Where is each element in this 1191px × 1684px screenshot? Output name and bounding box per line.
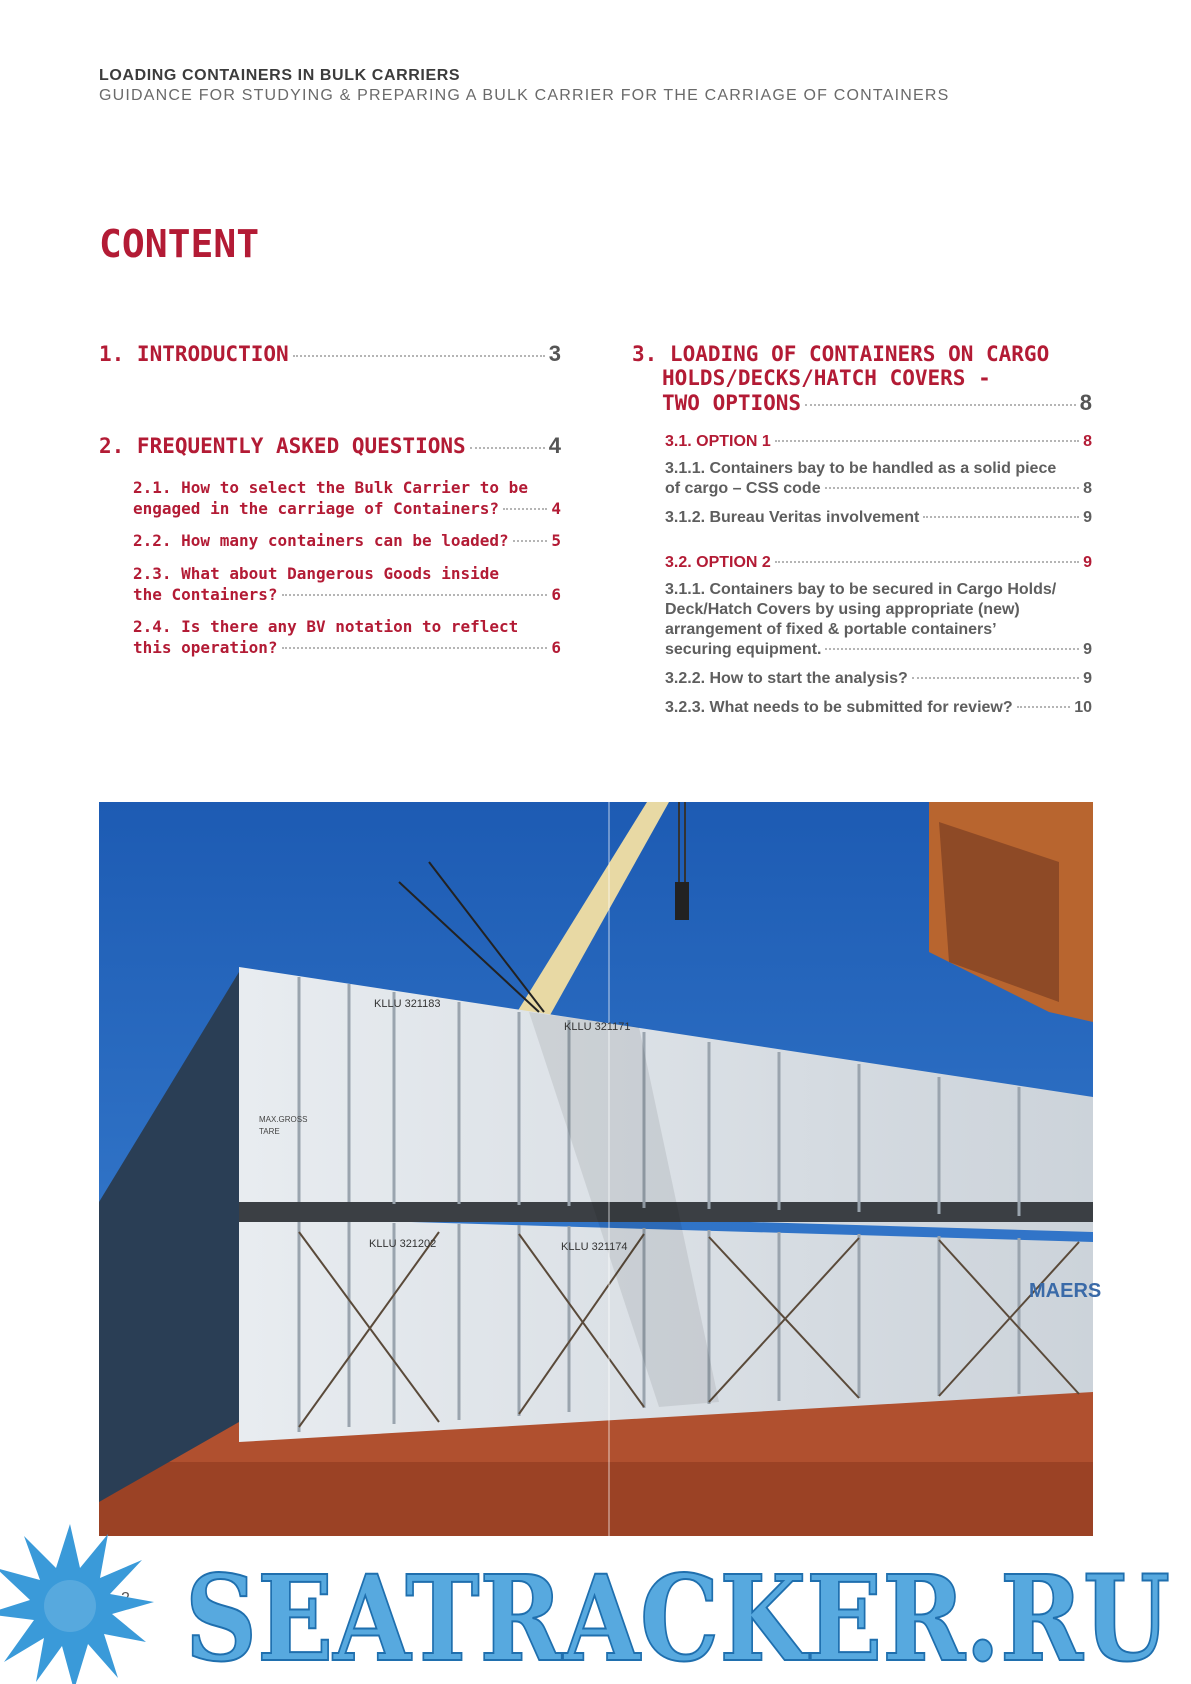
toc-page: 9 [1083, 509, 1092, 526]
toc-entry-q2[interactable] [133, 530, 561, 551]
dot-leader [923, 516, 1079, 518]
toc-entry-loading[interactable] [662, 390, 1092, 416]
dot-leader [825, 487, 1080, 489]
watermark-text: SEATRACKER.RU [185, 1549, 1170, 1684]
toc-entry-option-1-css[interactable] [665, 479, 1092, 499]
container-weight-label: TARE [259, 1127, 280, 1136]
toc-page: 9 [1083, 670, 1092, 687]
toc-entry-faq[interactable] [99, 433, 561, 459]
dot-leader [282, 594, 548, 596]
toc-q4-line1[interactable]: 2.4. Is there any BV notation to reflect [133, 617, 519, 636]
toc-label: 3.2.2. How to start the analysis? [665, 670, 908, 687]
toc-entry-option-2-securing[interactable] [665, 640, 1092, 660]
container-id-label: KLLU 321202 [369, 1238, 437, 1250]
container-id-label: KLLU 321183 [374, 998, 441, 1010]
toc-label: 2.2. How many containers can be loaded? [133, 531, 509, 550]
toc-page: 5 [551, 531, 561, 550]
toc-entry-introduction[interactable] [99, 341, 561, 367]
dot-leader [503, 508, 547, 510]
toc-entry-q1[interactable] [133, 498, 561, 519]
toc-page: 8 [1083, 480, 1092, 497]
toc-entry-q4[interactable] [133, 637, 561, 658]
toc-q3-line1[interactable]: 2.3. What about Dangerous Goods inside [133, 564, 500, 583]
dot-leader [1017, 706, 1071, 708]
toc-page: 4 [548, 433, 561, 458]
toc-page: 3 [548, 341, 561, 366]
toc-s3-line2[interactable]: HOLDS/DECKS/HATCH COVERS - [662, 366, 991, 390]
toc-page: 9 [1083, 641, 1092, 658]
dot-leader [825, 648, 1079, 650]
seatracker-watermark [0, 1510, 1191, 1684]
toc-q1-line1[interactable]: 2.1. How to select the Bulk Carrier to be [133, 478, 528, 497]
toc-page: 6 [551, 585, 561, 604]
toc-label: 1. INTRODUCTION [99, 342, 289, 366]
dot-leader [912, 677, 1079, 679]
toc-o2a-line2[interactable]: Deck/Hatch Covers by using appropriate (new) [665, 601, 1020, 618]
toc-o2a-line1[interactable]: 3.1.1. Containers bay to be secured in Cargo Holds/ [665, 581, 1057, 598]
photo-illustration [99, 802, 1102, 1536]
dot-leader [513, 540, 548, 542]
container-id-label: KLLU 321174 [561, 1241, 628, 1253]
toc-label: engaged in the carriage of Containers? [133, 499, 500, 518]
dot-leader [470, 447, 545, 449]
dot-leader [775, 561, 1079, 563]
toc-label: the Containers? [133, 585, 278, 604]
toc-entry-option-2[interactable] [665, 554, 1092, 572]
toc-label: securing equipment. [665, 641, 822, 658]
toc-label: of cargo – CSS code [665, 480, 821, 497]
page-title: CONTENT [99, 222, 260, 266]
toc-page: 4 [551, 499, 561, 518]
toc-label: 3.2.3. What needs to be submitted for review? [665, 699, 1013, 716]
dot-leader [775, 440, 1079, 442]
container-weight-label: MAX.GROSS [259, 1115, 308, 1124]
toc-label: 3.1. OPTION 1 [665, 433, 771, 450]
toc-entry-option-1[interactable] [665, 433, 1092, 451]
containers-on-deck-photo [99, 802, 1102, 1536]
toc-label: 2. FREQUENTLY ASKED QUESTIONS [99, 434, 466, 458]
toc-entry-option-2-analysis[interactable] [665, 669, 1092, 689]
dot-leader [282, 647, 548, 649]
toc-page: 8 [1079, 390, 1092, 415]
toc-entry-q3[interactable] [133, 584, 561, 605]
toc-entry-option-1-bv[interactable] [665, 508, 1092, 528]
toc-page: 8 [1083, 433, 1092, 450]
document-header-subtitle: GUIDANCE FOR STUDYING & PREPARING A BULK CARRIER FOR THE CARRIAGE OF CONTAINERS [99, 87, 950, 104]
toc-page: 10 [1074, 699, 1092, 716]
toc-label: TWO OPTIONS [662, 391, 802, 415]
container-brand-label: MAERS [1029, 1280, 1102, 1302]
toc-o2a-line3[interactable]: arrangement of fixed & portable containers’ [665, 621, 997, 638]
toc-entry-option-2-review[interactable] [665, 698, 1092, 718]
toc-o1a-line1[interactable]: 3.1.1. Containers bay to be handled as a solid piece [665, 460, 1057, 477]
toc-page: 9 [1083, 554, 1092, 571]
toc-label: this operation? [133, 638, 278, 657]
toc-label: 3.2. OPTION 2 [665, 554, 771, 571]
toc-label: 3.1.2. Bureau Veritas involvement [665, 509, 920, 526]
sun-burst-icon [0, 1524, 154, 1684]
container-id-label: KLLU 321171 [564, 1021, 631, 1033]
toc-s3-line1[interactable]: 3. LOADING OF CONTAINERS ON CARGO [632, 342, 1050, 366]
dot-leader [293, 355, 545, 357]
document-header-title: LOADING CONTAINERS IN BULK CARRIERS [99, 67, 461, 84]
toc-page: 6 [551, 638, 561, 657]
dot-leader [805, 404, 1076, 406]
